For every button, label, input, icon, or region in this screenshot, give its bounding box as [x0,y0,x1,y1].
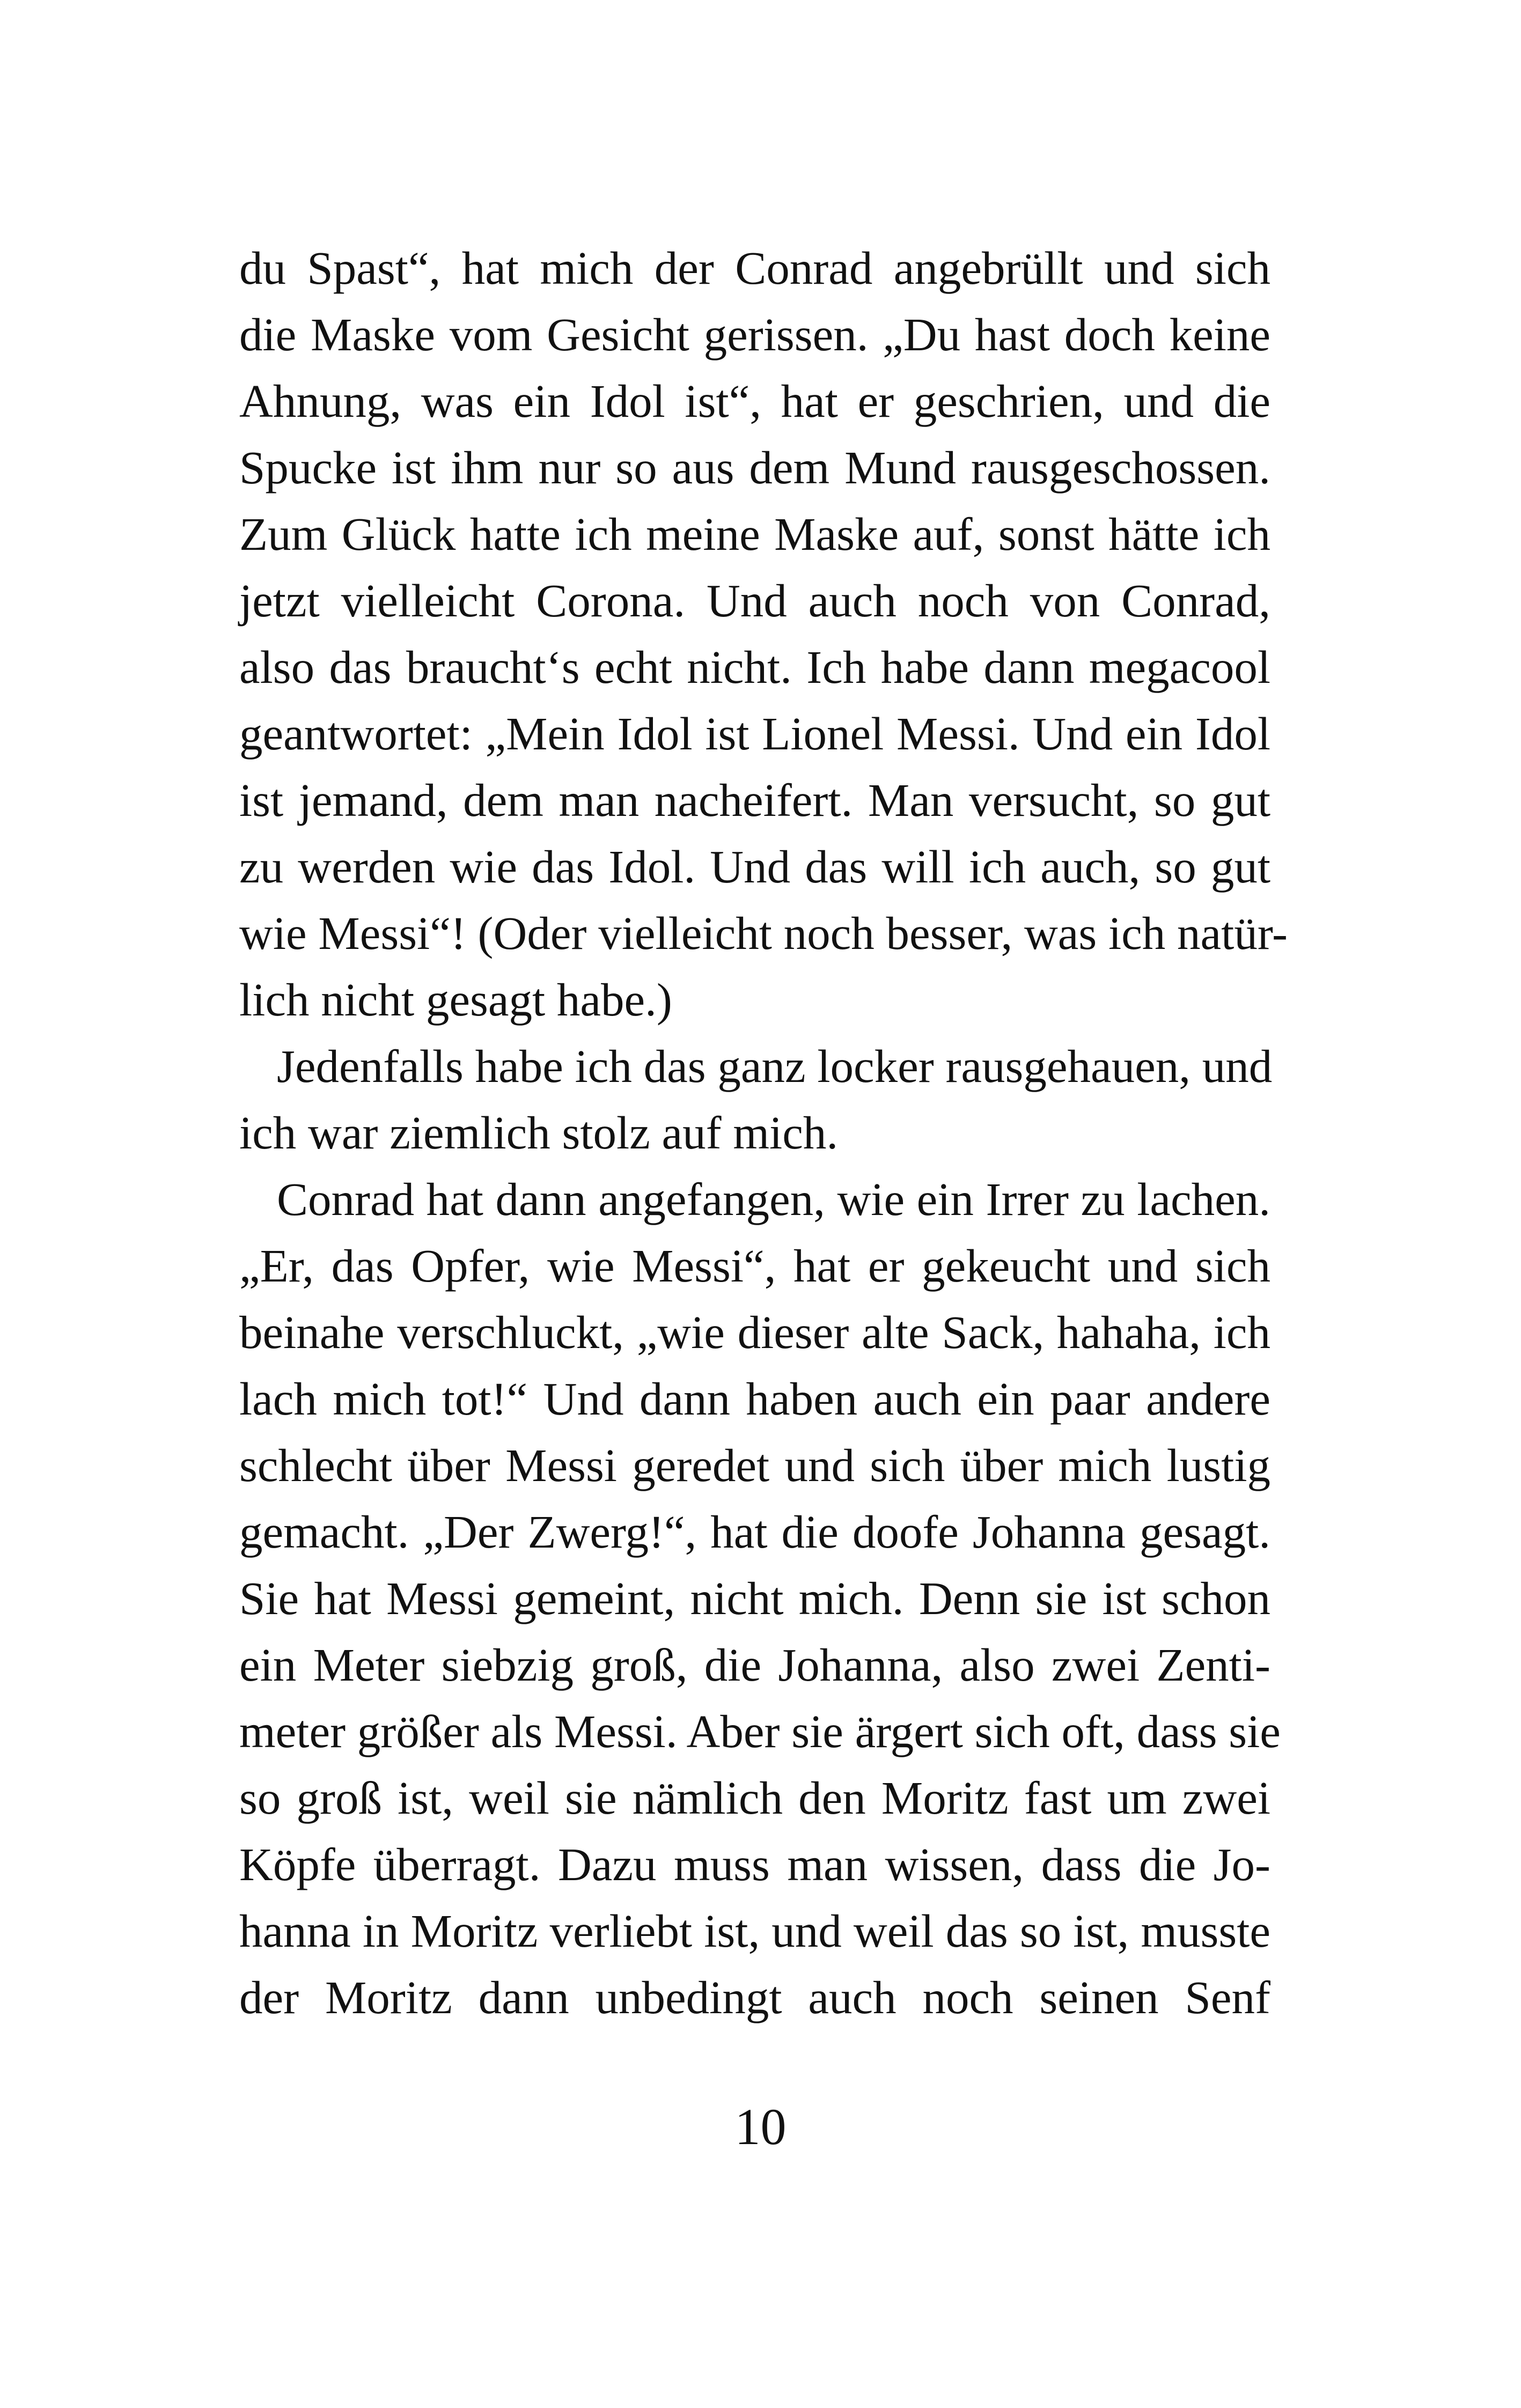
text-line: so groß ist, weil sie nämlich den Moritz fast um zwei [239,1772,1270,1824]
text-line: „Er, das Opfer, wie Messi“, hat er gekeucht und sich [239,1240,1270,1292]
text-line: ist jemand, dem man nacheifert. Man versucht, so gut [239,774,1270,826]
body-text [239,235,1288,2031]
text-line: zu werden wie das Idol. Und das will ich auch, so gut [239,841,1270,893]
text-line: Ahnung, was ein Idol ist“, hat er geschrien, und die [239,375,1270,427]
text-line: schlecht über Messi geredet und sich über mich lustig [239,1439,1270,1491]
text-line: geantwortet: „Mein Idol ist Lionel Messi. Und ein Idol [239,708,1270,760]
text-line: die Maske vom Gesicht gerissen. „Du hast doch keine [239,308,1270,360]
text-line: Zum Glück hatte ich meine Maske auf, sonst hätte ich [239,508,1270,560]
text-line: lach mich tot!“ Und dann haben auch ein paar andere [239,1373,1270,1425]
text-line: ein Meter siebzig groß, die Johanna, also zwei Zenti- [239,1639,1270,1691]
text-line: meter größer als Messi. Aber sie ärgert sich oft, dass sie [239,1705,1281,1757]
text-line: ich war ziemlich stolz auf mich. [239,1107,839,1159]
text-line: hanna in Moritz verliebt ist, und weil das so ist, musste [239,1905,1270,1957]
text-line: Köpfe überragt. Dazu muss man wissen, dass die Jo- [239,1838,1270,1890]
text-line: beinahe verschluckt, „wie dieser alte Sack, hahaha, ich [239,1306,1270,1358]
text-line: jetzt vielleicht Corona. Und auch noch von Conrad, [239,575,1270,627]
page-number: 10 [734,2098,787,2155]
text-line: du Spast“, hat mich der Conrad angebrüllt und sich [239,242,1270,294]
text-line: der Moritz dann unbedingt auch noch seinen Senf [239,1971,1270,2023]
text-line: also das braucht‘s echt nicht. Ich habe dann megacool [239,641,1270,693]
text-line: Sie hat Messi gemeint, nicht mich. Denn sie ist schon [239,1572,1270,1624]
text-line: wie Messi“! (Oder vielleicht noch besser, was ich natür- [239,907,1288,959]
text-line: Spucke ist ihm nur so aus dem Mund rausgeschossen. [239,441,1270,494]
text-line: gemacht. „Der Zwerg!“, hat die doofe Johanna gesagt. [239,1506,1270,1558]
text-line: lich nicht gesagt habe.) [239,974,672,1026]
text-line: Jedenfalls habe ich das ganz locker rausgehauen, und [277,1040,1273,1092]
text-line: Conrad hat dann angefangen, wie ein Irrer zu lachen. [277,1173,1270,1225]
